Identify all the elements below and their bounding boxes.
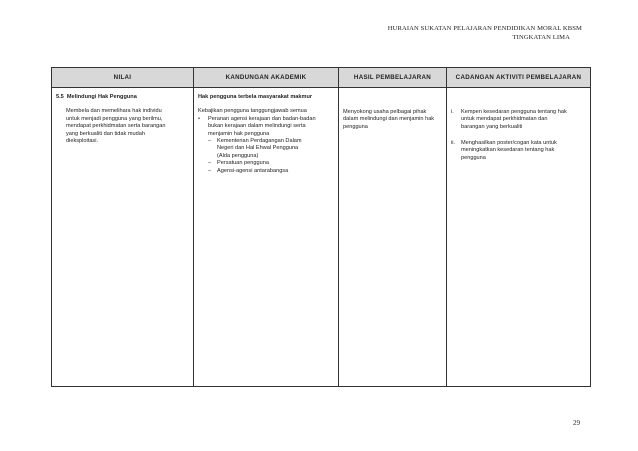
column-header-kandungan: KANDUNGAN AKADEMIK: [194, 68, 339, 88]
nilai-description: [56, 108, 189, 145]
kandungan-intro: Kebajikan pengguna tanggungjawab semua: [198, 108, 307, 115]
sub-item-line: Persatuan pengguna: [217, 160, 269, 167]
nilai-description-line: Membela dan memelihara hak individu: [66, 108, 162, 115]
table-header-row: [52, 68, 591, 88]
sub-item-line: Negeri dan Hal Ehwal Pengguna: [217, 145, 299, 152]
aktiviti-item: [451, 109, 586, 131]
column-header-hasil: HASIL PEMBELAJARAN: [339, 68, 447, 88]
syllabus-table: [51, 67, 591, 387]
nilai-number: 5.5: [56, 94, 64, 100]
aktiviti-line: Menghasilkan poster/cogan kata untuk: [461, 140, 557, 147]
nilai-description-line: mendapat perkhidmatan serta barangan: [66, 123, 166, 130]
table-row: [52, 88, 591, 387]
nilai-description-line: untuk menjadi pengguna yang berilmu,: [66, 115, 163, 122]
document-header: [282, 24, 582, 42]
item-marker: ii.: [451, 140, 456, 147]
hasil-line: Menyokong usaha pelbagai pihak: [343, 108, 427, 115]
aktiviti-item: [451, 140, 586, 162]
hasil-cell: [339, 88, 447, 387]
kandungan-sub-item: [198, 168, 334, 175]
kandungan-cell: [194, 88, 339, 387]
nilai-description-line: yang berkualiti dan tidak mudah: [66, 130, 145, 137]
kandungan-title: Hak pengguna terbela masyarakat makmur: [198, 94, 313, 100]
bullet-icon: •: [198, 115, 200, 122]
bullet-line: Peranan agensi kerajaan dan badan-badan: [208, 115, 316, 122]
column-header-aktiviti: CADANGAN AKTIVITI PEMBELAJARAN: [447, 68, 591, 88]
aktiviti-line: untuk mendapat perkhidmatan dan: [461, 116, 548, 123]
nilai-title: Melindungi Hak Pengguna: [66, 94, 137, 100]
dash-icon: –: [208, 167, 212, 174]
bullet-line: menjamin hak pengguna: [208, 130, 270, 137]
column-header-nilai: NILAI: [52, 68, 194, 88]
aktiviti-line: pengguna: [461, 154, 486, 161]
aktiviti-line: Kempen kesedaran pengguna tentang hak: [461, 108, 567, 115]
hasil-line: pengguna: [343, 123, 368, 130]
kandungan-sub-item: [198, 160, 334, 167]
sub-item-line: Agensi-agensi antarabangsa: [217, 167, 289, 174]
aktiviti-line: meningkatkan kesedaran tentang hak: [461, 147, 555, 154]
dash-icon: –: [208, 160, 212, 167]
item-marker: i.: [451, 108, 454, 115]
hasil-line: dalam melindungi dan menjamin hak: [343, 116, 435, 123]
header-subtitle: TINGKATAN LIMA: [512, 34, 570, 41]
nilai-cell: [52, 88, 194, 387]
header-title: HURAIAN SUKATAN PELAJARAN PENDIDIKAN MORAL KBSM: [387, 25, 582, 32]
page-number: 29: [573, 419, 580, 427]
dash-icon: –: [208, 138, 212, 145]
sub-item-line: Kementerian Perdagangan Dalam: [217, 138, 302, 145]
nilai-description-line: dieksploitasi.: [66, 138, 99, 145]
kandungan-bullet: [198, 116, 334, 138]
sub-item-line: (Alda pengguna): [217, 152, 259, 159]
bullet-line: bukan kerajaan dalam melindungi serta: [208, 123, 306, 130]
aktiviti-line: barangan yang berkualiti: [461, 123, 523, 130]
kandungan-sub-item: [198, 138, 334, 160]
aktiviti-cell: [447, 88, 591, 387]
nilai-heading: [56, 94, 189, 101]
